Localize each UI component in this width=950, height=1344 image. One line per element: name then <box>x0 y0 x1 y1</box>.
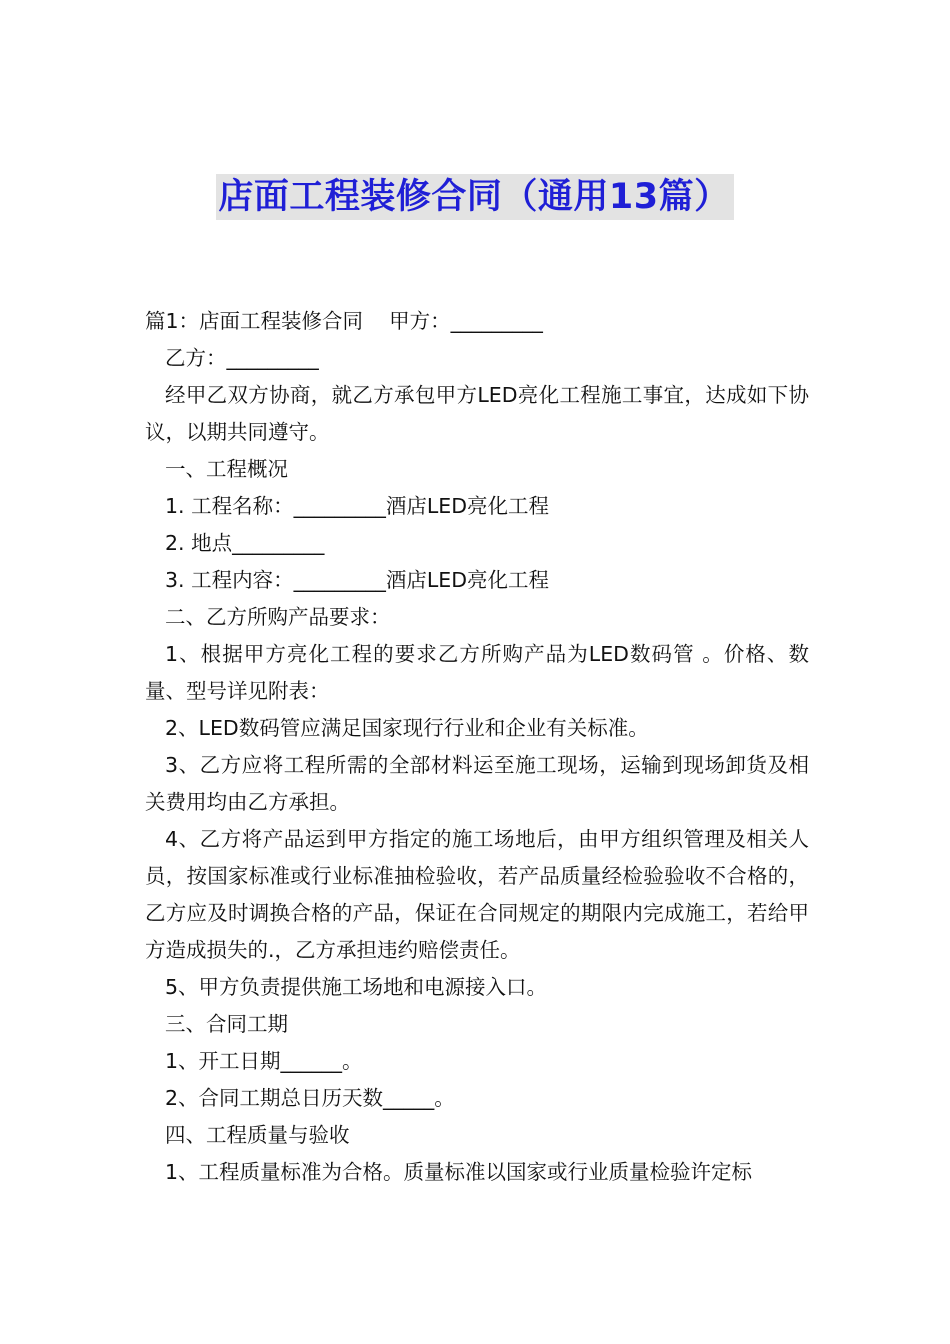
paragraph: 2. 地点_________ <box>165 531 325 555</box>
paragraph: 经甲乙双方协商，就乙方承包甲方LED亮化工程施工事宜，达成如下协议，以期共同遵守。 <box>145 383 809 444</box>
paragraph: 三、合同工期 <box>165 1012 288 1036</box>
document-body <box>145 303 809 1191</box>
paragraph: 二、乙方所购产品要求： <box>165 605 391 629</box>
document-title: 店面工程装修合同（通用13篇） <box>216 174 733 220</box>
paragraph: 4、乙方将产品运到甲方指定的施工场地后，由甲方组织管理及相关人员，按国家标准或行业标准抽检验收，若产品质量经检验验收不合格的，乙方应及时调换合格的产品，保证在合同规定的期限内完成施工，若给甲方造成损失的.，乙方承担违约赔偿责任。 <box>145 827 809 962</box>
paragraph: 乙方：_________ <box>165 346 319 370</box>
paragraph: 2、LED数码管应满足国家现行行业和企业有关标准。 <box>165 716 649 740</box>
paragraph: 四、工程质量与验收 <box>165 1123 350 1147</box>
paragraph: 一、工程概况 <box>165 457 288 481</box>
paragraph: 2、合同工期总日历天数_____。 <box>165 1086 455 1110</box>
paragraph: 1、开工日期______。 <box>165 1049 363 1073</box>
paragraph: 1. 工程名称：_________酒店LED亮化工程 <box>165 494 549 518</box>
title-container <box>0 174 950 220</box>
paragraph: 1、工程质量标准为合格。质量标准以国家或行业质量检验许定标 <box>165 1160 753 1184</box>
paragraph: 5、甲方负责提供施工场地和电源接入口。 <box>165 975 548 999</box>
paragraph: 篇1：店面工程装修合同 甲方：_________ <box>145 309 543 333</box>
paragraph: 3. 工程内容：_________酒店LED亮化工程 <box>165 568 549 592</box>
paragraph: 1、根据甲方亮化工程的要求乙方所购产品为LED数码管 。价格、数量、型号详见附表： <box>145 642 809 703</box>
paragraph: 3、乙方应将工程所需的全部材料运至施工现场，运输到现场卸货及相关费用均由乙方承担。 <box>145 753 809 814</box>
